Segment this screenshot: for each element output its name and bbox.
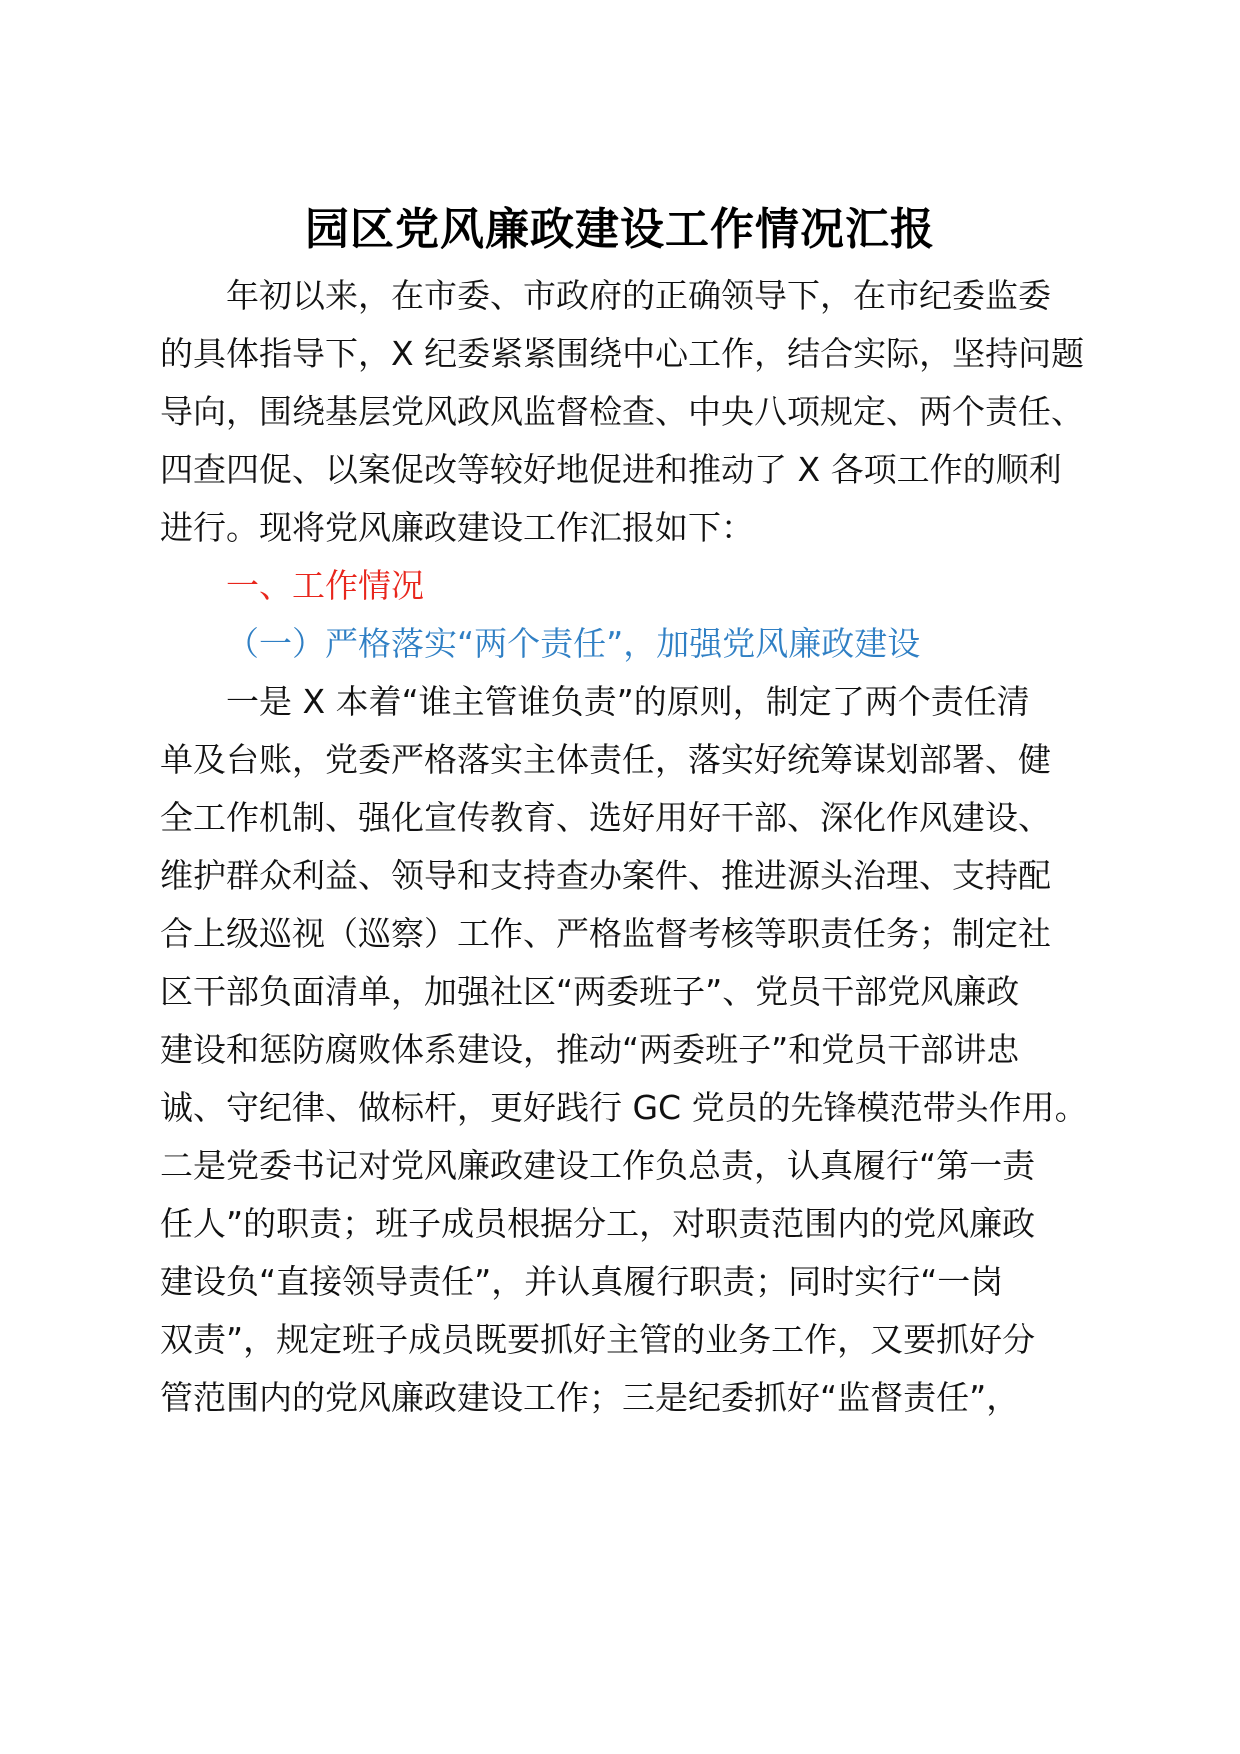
- paragraph-line: 全工作机制、强化宣传教育、选好用好干部、深化作风建设、: [160, 798, 1051, 837]
- subsection-heading: （一）严格落实“两个责任”，加强党风廉政建设: [226, 624, 921, 663]
- paragraph-line: 区干部负面清单，加强社区“两委班子”、党员干部党风廉政: [160, 972, 1020, 1011]
- paragraph-line: 四查四促、以案促改等较好地促进和推动了 X 各项工作的顺利: [160, 450, 1062, 489]
- paragraph-line: 建设负“直接领导责任”，并认真履行职责；同时实行“一岗: [160, 1262, 1004, 1301]
- paragraph-line: 建设和惩防腐败体系建设，推动“两委班子”和党员干部讲忠: [160, 1030, 1020, 1069]
- paragraph-line: 一是 X 本着“谁主管谁负责”的原则，制定了两个责任清: [226, 682, 1030, 721]
- paragraph-line: 年初以来，在市委、市政府的正确领导下，在市纪委监委: [226, 276, 1051, 315]
- paragraph-line: 导向，围绕基层党风政风监督检查、中央八项规定、两个责任、: [160, 392, 1084, 431]
- paragraph-line: 诚、守纪律、做标杆，更好践行 GC 党员的先锋模范带头作用。: [160, 1088, 1088, 1127]
- paragraph-line: 双责”，规定班子成员既要抓好主管的业务工作，又要抓好分: [160, 1320, 1036, 1359]
- document-title: 园区党风廉政建设工作情况汇报: [305, 204, 935, 255]
- paragraph-line: 合上级巡视（巡察）工作、严格监督考核等职责任务；制定社: [160, 914, 1051, 953]
- paragraph-line: 单及台账，党委严格落实主体责任，落实好统筹谋划部署、健: [160, 740, 1051, 779]
- paragraph-line: 进行。现将党风廉政建设工作汇报如下：: [160, 508, 754, 547]
- paragraph-line: 管范围内的党风廉政建设工作；三是纪委抓好“监督责任”，: [160, 1378, 1020, 1417]
- section-heading: 一、工作情况: [226, 566, 424, 605]
- paragraph-line: 任人”的职责；班子成员根据分工，对职责范围内的党风廉政: [160, 1204, 1036, 1243]
- paragraph-line: 二是党委书记对党风廉政建设工作负总责，认真履行“第一责: [160, 1146, 1036, 1185]
- paragraph-line: 的具体指导下，X 纪委紧紧围绕中心工作，结合实际，坚持问题: [160, 334, 1085, 373]
- paragraph-line: 维护群众利益、领导和支持查办案件、推进源头治理、支持配: [160, 856, 1051, 895]
